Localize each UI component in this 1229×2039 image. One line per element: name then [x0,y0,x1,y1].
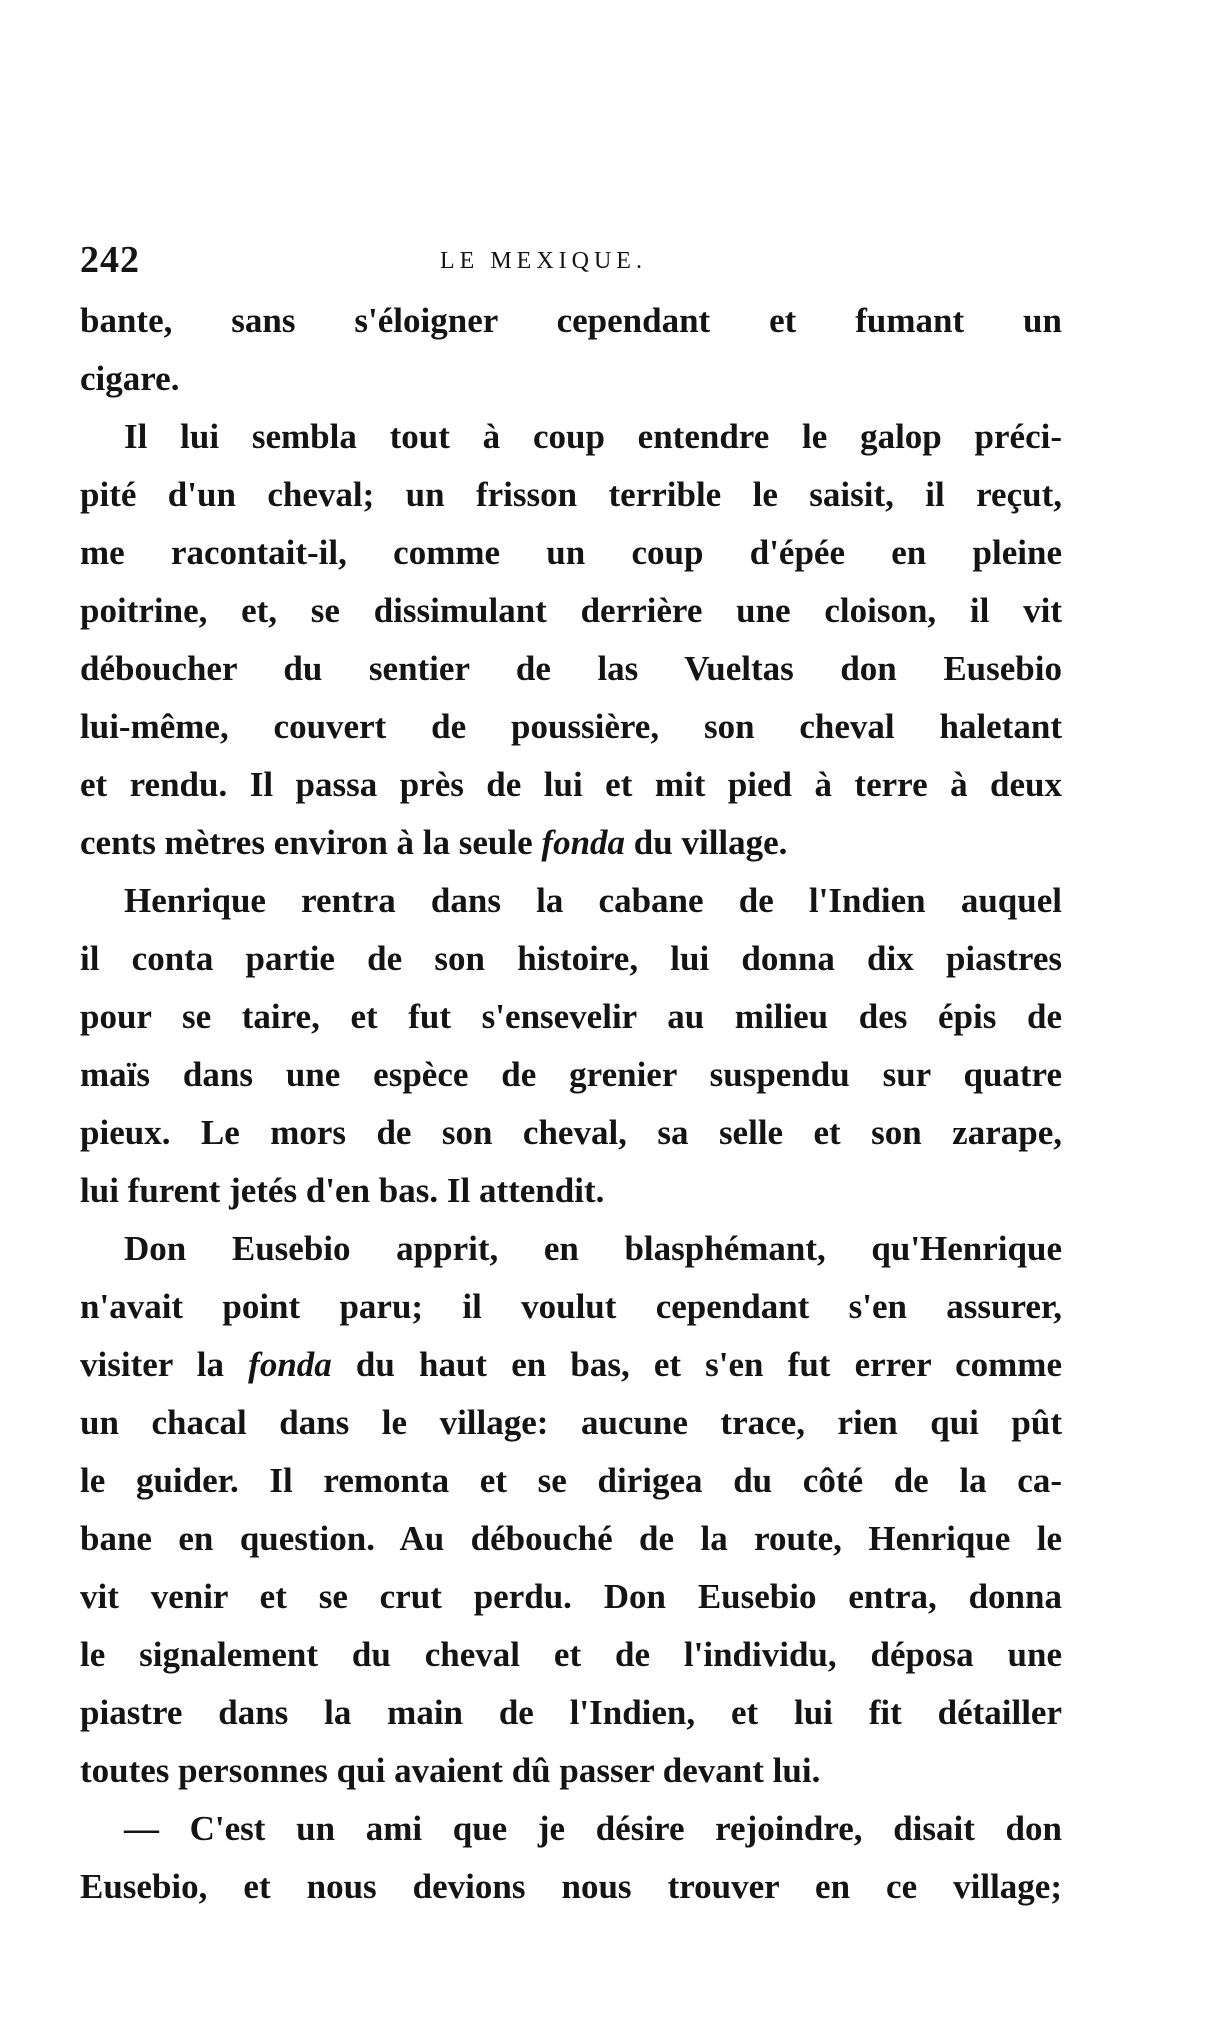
page-number: 242 [80,239,140,281]
text-line: piastre dans la main de l'Indien, et lui fit détailler [80,1693,1062,1732]
text-line: Eusebio, et nous devions nous trouver en ce village; [80,1867,1062,1906]
text-line: pour se taire, et fut s'ensevelir au milieu des épis de [80,997,1062,1036]
text-line: lui-même, couvert de poussière, son cheval haletant [80,707,1062,746]
italic-word: fonda [541,823,626,862]
text-line: me racontait-il, comme un coup d'épée en pleine [80,533,1062,572]
text-line: n'avait point paru; il voulut cependant s'en assurer, [80,1287,1062,1326]
text-line: déboucher du sentier de las Vueltas don Eusebio [80,649,1062,688]
text-line: lui furent jetés d'en bas. Il attendit. [80,1171,605,1210]
text-line: un chacal dans le village: aucune trace, rien qui pût [80,1403,1062,1442]
text-line: cents mètres environ à la seule fonda du village. [80,823,788,862]
text-line: vit venir et se crut perdu. Don Eusebio entra, donna [80,1577,1062,1616]
text-line: Il lui sembla tout à coup entendre le galop préci- [124,417,1062,456]
text-line: toutes personnes qui avaient dû passer devant lui. [80,1751,821,1790]
text-line: le signalement du cheval et de l'individu, déposa une [80,1635,1062,1674]
text-line: pité d'un cheval; un frisson terrible le saisit, il reçut, [80,475,1062,514]
text-line: bante, sans s'éloigner cependant et fumant un [80,301,1062,340]
text-line: Don Eusebio apprit, en blasphémant, qu'Henrique [124,1229,1062,1268]
text-line: le guider. Il remonta et se dirigea du côté de la ca- [80,1461,1062,1500]
text-line: il conta partie de son histoire, lui donna dix piastres [80,939,1062,978]
text-line: visiter la fonda du haut en bas, et s'en fut errer comme [80,1345,1062,1384]
text-line: poitrine, et, se dissimulant derrière une cloison, il vit [80,591,1062,630]
text-line: et rendu. Il passa près de lui et mit pied à terre à deux [80,765,1062,804]
text-line: maïs dans une espèce de grenier suspendu sur quatre [80,1055,1062,1094]
text-line: Henrique rentra dans la cabane de l'Indien auquel [124,881,1062,920]
running-title: LE MEXIQUE. [440,248,647,274]
body-text [80,292,1062,1916]
text-line: bane en question. Au débouché de la route, Henrique le [80,1519,1062,1558]
page-header [80,238,1060,288]
text-line: cigare. [80,359,180,398]
italic-word: fonda [248,1345,332,1384]
text-line: pieux. Le mors de son cheval, sa selle et son zarape, [80,1113,1062,1152]
text-line: — C'est un ami que je désire rejoindre, disait don [124,1809,1062,1848]
